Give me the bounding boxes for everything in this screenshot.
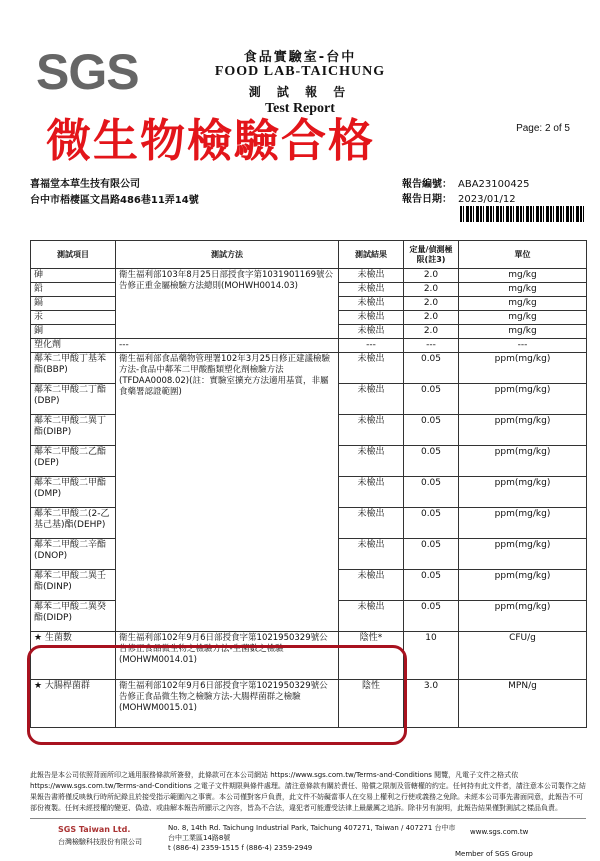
phone: t (886-4) 2359-1515 f (886-4) 2359-2949 [168,844,313,852]
row-result: 未檢出 [339,269,404,283]
row-item: 鄰苯二甲酸二(2-乙基己基)酯(DEHP) [31,508,116,539]
sgs-logo: SGS [36,44,139,100]
company-cn: 台灣檢驗科技股份有限公司 [58,838,142,846]
row-item: 鉛 [31,283,116,297]
row-method: 衛生福利部102年9月6日部授食字第1021950329號公告修正食品微生物之檢驗方法-大腸桿菌群之檢驗(MOHWM0015.01) [116,680,339,728]
method-metals: 衛生福利部103年8月25日部授食字第1031901169號公告修正重金屬檢驗方法總則(MOHWH0014.03) [116,269,339,339]
lab-name-en: FOOD LAB-TAICHUNG [214,64,386,79]
row-result: 未檢出 [339,539,404,570]
row-limit: 2.0 [404,297,459,311]
lab-name-cn: 食品實驗室-台中 [243,50,357,65]
report-no-label: 報告編號： [402,179,452,190]
header-method: 測試方法 [116,241,339,269]
row-result: 未檢出 [339,415,404,446]
table-row [31,339,587,353]
row-item: 鄰苯二甲酸二乙酯(DEP) [31,446,116,477]
row-unit: --- [459,339,587,353]
report-date-label: 報告日期： [402,194,452,205]
client-name: 喜福堂本草生技有限公司 [30,179,140,190]
report-date: 2023/01/12 [458,194,516,205]
row-item: 鄰苯二甲酸二異癸酯(DIDP) [31,601,116,632]
member-note: Member of SGS Group [455,850,533,858]
table-row [31,269,587,283]
company-en: SGS Taiwan Ltd. [58,825,131,834]
row-result: 未檢出 [339,283,404,297]
row-result: 未檢出 [339,353,404,384]
row-unit: ppm(mg/kg) [459,446,587,477]
address: No. 8, 14th Rd. Taichung Industrial Park, Taichung 407271, Taiwan / 407271 台中市台中工業區14路8號 [168,824,456,842]
row-item: 鄰苯二甲酸二辛酯(DNOP) [31,539,116,570]
row-item: ★ 大腸桿菌群 [31,680,116,728]
row-item: 砷 [31,269,116,283]
row-limit: 3.0 [404,680,459,728]
row-limit: 0.05 [404,353,459,384]
row-item: 汞 [31,311,116,325]
row-result: 未檢出 [339,325,404,339]
row-item: 銅 [31,325,116,339]
row-item: 鄰苯二甲酸丁基苯酯(BBP) [31,353,116,384]
row-limit: 0.05 [404,446,459,477]
row-limit: 2.0 [404,283,459,297]
row-item: 鄰苯二甲酸二異壬酯(DINP) [31,570,116,601]
row-limit: 2.0 [404,325,459,339]
row-result: 陰性 [339,680,404,728]
page-number: Page: 2 of 5 [516,123,570,134]
row-unit: mg/kg [459,269,587,283]
row-item: 塑化劑 [31,339,116,353]
row-result: 未檢出 [339,508,404,539]
row-unit: mg/kg [459,297,587,311]
row-unit: mg/kg [459,325,587,339]
header-result: 測試結果 [339,241,404,269]
report-no: ABA23100425 [458,179,530,190]
row-limit: 0.05 [404,508,459,539]
row-unit: ppm(mg/kg) [459,539,587,570]
website-link[interactable]: www.sgs.com.tw [470,828,529,836]
row-limit: 0.05 [404,477,459,508]
row-item: 鄰苯二甲酸二丁酯(DBP) [31,384,116,415]
footer-address [168,823,458,853]
row-limit: 0.05 [404,415,459,446]
row-unit: ppm(mg/kg) [459,508,587,539]
row-limit: 10 [404,632,459,680]
row-limit: --- [404,339,459,353]
row-unit: ppm(mg/kg) [459,601,587,632]
highlight-box [27,645,407,745]
row-result: --- [339,339,404,353]
row-limit: 2.0 [404,269,459,283]
row-result: 未檢出 [339,297,404,311]
disclaimer: 此報告是本公司依照背面所印之通用服務條款所簽發，此條款可在本公司網站 https://www.sgs.com.tw/Terms-and-Conditions 閱覽，凡電子文件之格式依 https://www.sgs.com.tw/Terms-and-Conditions 之電子文件期限與條件處理。請注意條款有關於責任、賠償之限制及管轄權的約定。任何持有此文件者，請注意本公司製作之結果報告書將僅反映執行時所紀錄且於接受指示範圍內之事實。本公司僅對客戶負責，此文件不妨礙當事人在交易上權利之行使或義務之免除。未經本公司事先書面同意，此報告不可部份複製。任何未經授權的變更、偽造、或曲解本報告所顯示之內容，皆為不合法，違犯者可能遭受法律上最嚴厲之追訴。除非另有說明，此報告結果僅對測試之樣品負責。 [30,771,586,812]
table-row [31,353,587,384]
row-result: 未檢出 [339,570,404,601]
row-result: 陰性* [339,632,404,680]
row-item: 鄰苯二甲酸二異丁酯(DIBP) [31,415,116,446]
row-limit: 0.05 [404,384,459,415]
row-limit: 0.05 [404,570,459,601]
row-item: 鄰苯二甲酸二甲酯(DMP) [31,477,116,508]
table-header-row [31,241,587,269]
barcode [460,206,586,222]
row-unit: ppm(mg/kg) [459,477,587,508]
row-result: 未檢出 [339,601,404,632]
row-unit: CFU/g [459,632,587,680]
row-result: 未檢出 [339,477,404,508]
header-limit: 定量/偵測極限(註3) [404,241,459,269]
row-unit: ppm(mg/kg) [459,384,587,415]
row-method: --- [116,339,339,353]
row-unit: ppm(mg/kg) [459,570,587,601]
row-result: 未檢出 [339,311,404,325]
report-meta [402,177,529,207]
row-limit: 0.05 [404,601,459,632]
row-unit: ppm(mg/kg) [459,415,587,446]
client-block [30,177,199,209]
report-title-en: Test Report [265,101,335,116]
row-limit: 0.05 [404,539,459,570]
footer-company [58,825,142,847]
header-unit: 單位 [459,241,587,269]
row-result: 未檢出 [339,446,404,477]
client-address: 台中市梧棲區文昌路486巷11弄14號 [30,195,199,206]
row-item: 鎘 [31,297,116,311]
row-unit: mg/kg [459,283,587,297]
row-limit: 2.0 [404,311,459,325]
report-title-cn: 測 試 報 告 [248,85,352,99]
row-unit: ppm(mg/kg) [459,353,587,384]
banner-title: 微生物檢驗合格 [46,114,376,167]
row-unit: mg/kg [459,311,587,325]
row-method: 衛生福利部102年9月6日部授食字第1021950329號公告修正食品微生物之檢驗方法-生菌數之檢驗(MOHWM0014.01) [116,632,339,680]
footer-divider [30,818,586,819]
header-item: 測試項目 [31,241,116,269]
method-plasticizer: 衛生福利部食品藥物管理署102年3月25日修正建議檢驗方法-食品中鄰苯二甲酸酯類塑化劑檢驗方法(TFDAA0008.02)(註：實驗室擴充方法適用基質，非屬食藥署認證範圍) [116,353,339,632]
row-item: ★ 生菌數 [31,632,116,680]
row-result: 未檢出 [339,384,404,415]
row-unit: MPN/g [459,680,587,728]
